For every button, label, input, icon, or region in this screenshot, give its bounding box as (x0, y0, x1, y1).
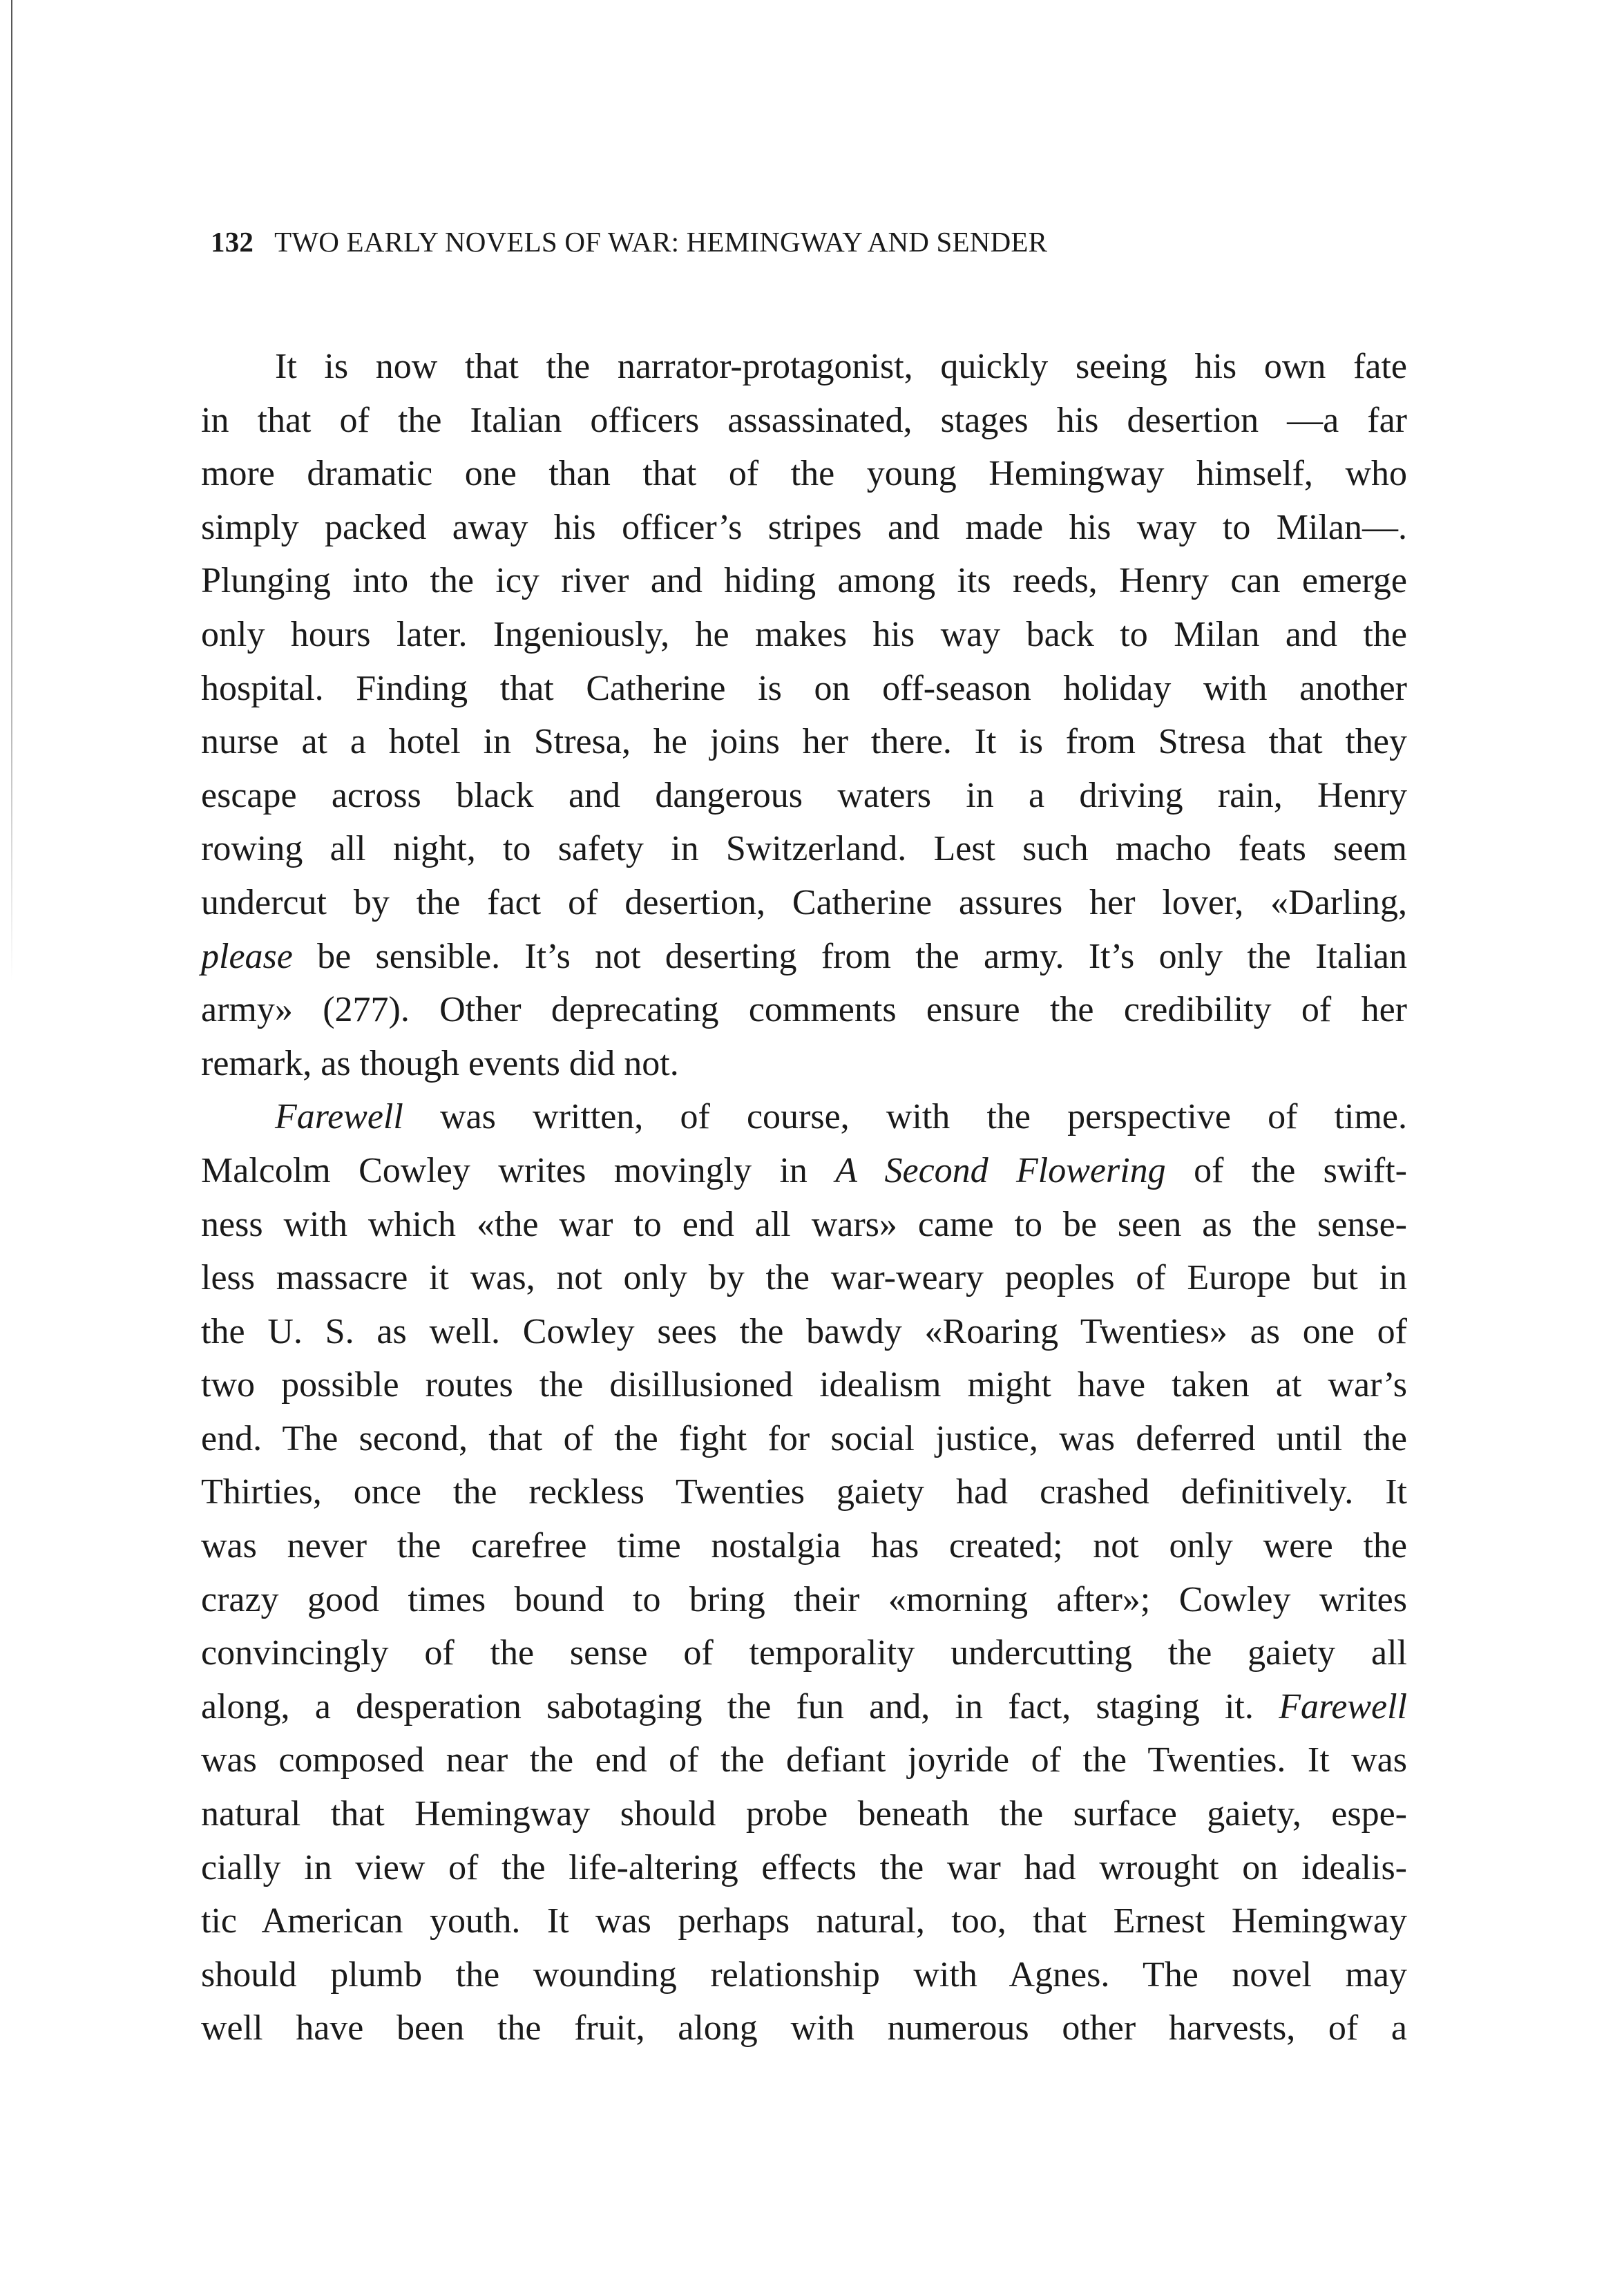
text-segment: the U. S. as well. Cowley sees the bawdy «Roaring Twenties» as one of (201, 1311, 1407, 1351)
text-line (201, 876, 1407, 930)
text-segment: escape across black and dangerous waters in a driving rain, Henry (201, 775, 1407, 815)
text-line (201, 1251, 1407, 1305)
text-segment: army» (277). Other deprecating comments ensure the credibility of her (201, 990, 1407, 1030)
text-line (201, 662, 1407, 716)
text-line (201, 1519, 1407, 1573)
text-segment: convincingly of the sense of temporality undercutting the gaiety all (201, 1633, 1407, 1673)
text-segment: less massacre it was, not only by the war-weary peoples of Europe but in (201, 1258, 1407, 1298)
text-line (201, 1144, 1407, 1198)
text-segment: undercut by the fact of desertion, Catherine assures her lover, «Darling, (201, 882, 1407, 922)
page-number: 132 (211, 226, 254, 258)
text-segment: be sensible. It’s not deserting from the army. It’s only the Italian (292, 936, 1407, 976)
body-text (201, 340, 1407, 2055)
text-line (201, 394, 1407, 448)
text-line (201, 1037, 1407, 1091)
paragraph (201, 1090, 1407, 2055)
text-segment: end. The second, that of the fight for social justice, was deferred until the (201, 1418, 1407, 1458)
text-segment: tic American youth. It was perhaps natural, too, that Ernest Hemingway (201, 1901, 1407, 1941)
text-segment: well have been the fruit, along with numerous other harvests, of a (201, 2008, 1407, 2048)
text-line (201, 608, 1407, 662)
text-segment: nurse at a hotel in Stresa, he joins her there. It is from Stresa that they (201, 722, 1407, 762)
text-segment: Plunging into the icy river and hiding among its reeds, Henry can emerge (201, 561, 1407, 601)
text-line (201, 340, 1407, 394)
text-segment: along, a desperation sabotaging the fun and, in fact, staging it. (201, 1686, 1279, 1726)
text-segment: simply packed away his officer’s stripes and made his way to Milan—. (201, 507, 1407, 547)
scan-edge-line (11, 0, 12, 981)
text-segment: only hours later. Ingeniously, he makes his way back to Milan and the (201, 614, 1407, 654)
running-title: TWO EARLY NOVELS OF WAR: HEMINGWAY AND SENDER (274, 226, 1048, 258)
text-line (201, 1305, 1407, 1359)
text-segment: more dramatic one than that of the young Hemingway himself, who (201, 454, 1407, 494)
text-line (201, 1680, 1407, 1734)
text-line (201, 2001, 1407, 2055)
text-line (201, 715, 1407, 769)
text-segment: hospital. Finding that Catherine is on off-season holiday with another (201, 668, 1407, 708)
text-segment: Malcolm Cowley writes movingly in (201, 1150, 836, 1190)
text-line (201, 1626, 1407, 1680)
text-segment: in that of the Italian officers assassinated, stages his desertion —a far (201, 400, 1407, 440)
text-line (201, 554, 1407, 608)
text-segment: It is now that the narrator-protagonist, quickly seeing his own fate (275, 347, 1407, 386)
text-line (201, 501, 1407, 555)
text-segment: should plumb the wounding relationship with Agnes. The novel may (201, 1954, 1407, 1995)
text-segment: remark, as though events did not. (201, 1043, 679, 1083)
italic-text: A Second Flowering (835, 1150, 1166, 1190)
text-line (201, 930, 1407, 984)
text-line (201, 769, 1407, 823)
text-line (201, 1358, 1407, 1412)
italic-text: Farewell (1279, 1686, 1407, 1726)
text-line (201, 1841, 1407, 1895)
italic-text: please (201, 936, 293, 976)
paragraph (201, 340, 1407, 1090)
text-segment: cially in view of the life-altering effects the war had wrought on idealis- (201, 1847, 1407, 1887)
italic-text: Farewell (275, 1097, 403, 1137)
text-segment: was written, of course, with the perspective of time. (403, 1097, 1407, 1137)
text-line (201, 1787, 1407, 1841)
text-line (201, 447, 1407, 501)
text-segment: rowing all night, to safety in Switzerland. Lest such macho feats seem (201, 829, 1407, 869)
text-segment: was never the carefree time nostalgia has created; not only were the (201, 1526, 1407, 1566)
text-line (201, 822, 1407, 876)
text-segment: of the swift- (1165, 1150, 1407, 1190)
text-segment: ness with which «the war to end all wars» came to be seen as the sense- (201, 1204, 1407, 1244)
text-line (201, 1198, 1407, 1252)
text-line (201, 1412, 1407, 1466)
text-line (201, 983, 1407, 1037)
text-segment: was composed near the end of the defiant joyride of the Twenties. It was (201, 1740, 1407, 1780)
text-line (201, 1573, 1407, 1627)
text-line (201, 1733, 1407, 1787)
text-segment: Thirties, once the reckless Twenties gaiety had crashed definitively. It (201, 1472, 1407, 1512)
running-head (211, 222, 1047, 261)
text-line (201, 1948, 1407, 2002)
text-line (201, 1090, 1407, 1144)
text-segment: two possible routes the disillusioned idealism might have taken at war’s (201, 1365, 1407, 1405)
text-segment: crazy good times bound to bring their «morning after»; Cowley writes (201, 1579, 1407, 1619)
text-line (201, 1465, 1407, 1519)
text-line (201, 1894, 1407, 1948)
text-segment: natural that Hemingway should probe beneath the surface gaiety, espe- (201, 1794, 1407, 1834)
